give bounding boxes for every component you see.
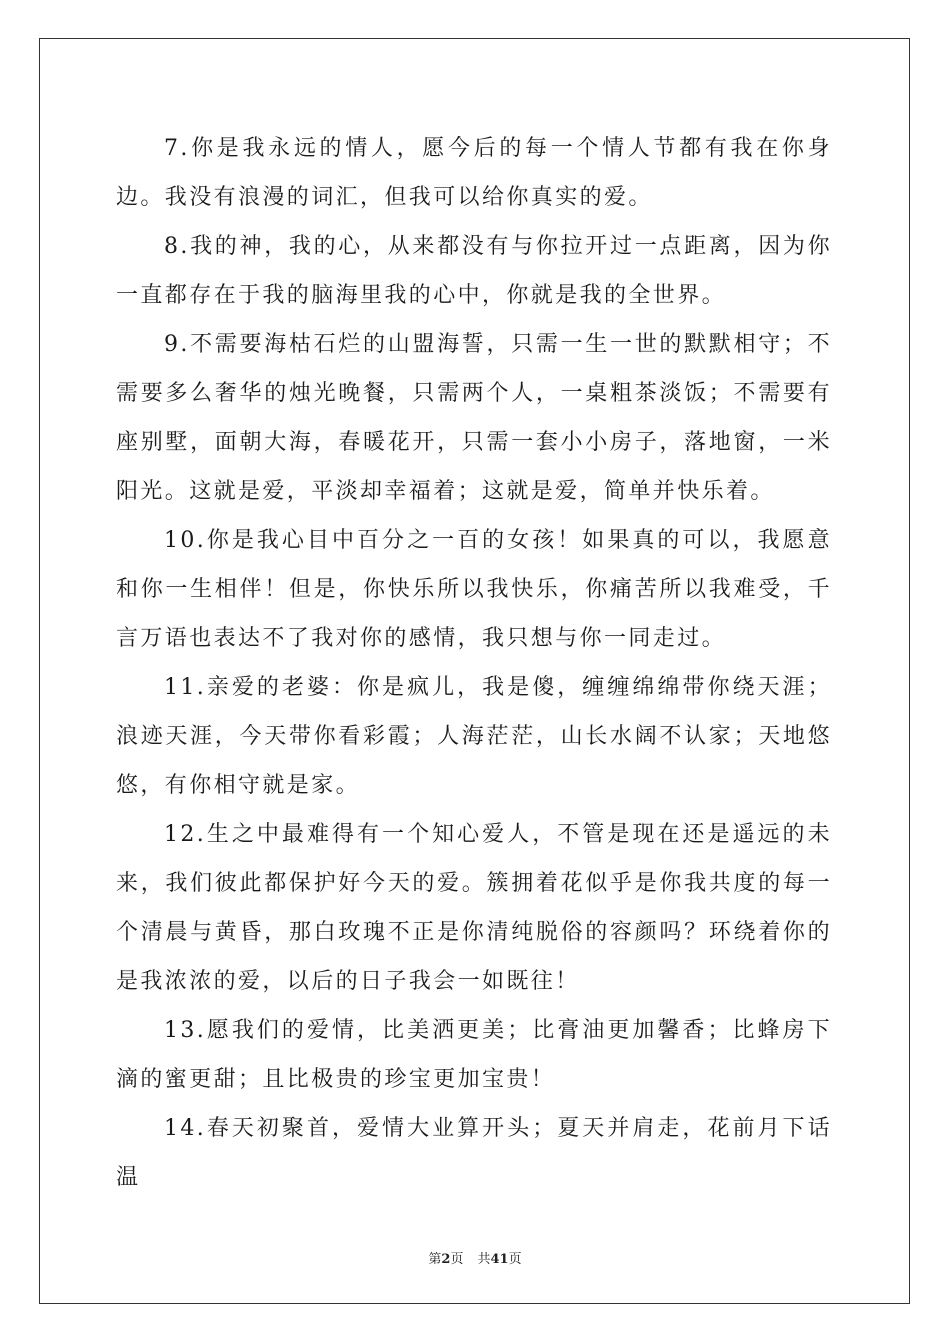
page-footer (0, 1248, 950, 1267)
total-suffix: 页 (508, 1252, 522, 1267)
paragraph-9: 9.不需要海枯石烂的山盟海誓，只需一生一世的默默相守；不需要多么奢华的烛光晚餐，只需两个人，一桌粗茶淡饭；不需要有座别墅，面朝大海，春暖花开，只需一套小小房子，落地窗，一米阳光。这就是爱，平淡却幸福着；这就是爱，简单并快乐着。 (116, 332, 832, 504)
page-suffix: 页 (450, 1252, 464, 1267)
total-pages-number: 41 (490, 1252, 509, 1267)
document-body (116, 124, 832, 1202)
paragraph-7: 7.你是我永远的情人，愿今后的每一个情人节都有我在你身边。我没有浪漫的词汇，但我可以给你真实的爱。 (116, 136, 832, 210)
total-prefix: 共 (477, 1252, 491, 1267)
current-page-number: 2 (441, 1252, 451, 1267)
paragraph-14: 14.春天初聚首，爱情大业算开头；夏天并肩走，花前月下话温 (116, 1116, 832, 1190)
page-prefix: 第 (428, 1252, 442, 1267)
paragraph-8: 8.我的神，我的心，从来都没有与你拉开过一点距离，因为你一直都存在于我的脑海里我的心中，你就是我的全世界。 (116, 234, 832, 308)
paragraph-10: 10.你是我心目中百分之一百的女孩！如果真的可以，我愿意和你一生相伴！但是，你快乐所以我快乐，你痛苦所以我难受，千言万语也表达不了我对你的感情，我只想与你一同走过。 (116, 528, 832, 651)
paragraph-11: 11.亲爱的老婆：你是疯儿，我是傻，缠缠绵绵带你绕天涯；浪迹天涯，今天带你看彩霞；人海茫茫，山长水阔不认家；天地悠悠，有你相守就是家。 (116, 675, 832, 798)
paragraph-13: 13.愿我们的爱情，比美洒更美；比膏油更加馨香；比蜂房下滴的蜜更甜；且比极贵的珍宝更加宝贵！ (116, 1018, 832, 1092)
paragraph-12: 12.生之中最难得有一个知心爱人，不管是现在还是遥远的未来，我们彼此都保护好今天的爱。簇拥着花似乎是你我共度的每一个清晨与黄昏，那白玫瑰不正是你清纯脱俗的容颜吗？环绕着你的是我浓浓的爱，以后的日子我会一如既往！ (116, 822, 832, 994)
